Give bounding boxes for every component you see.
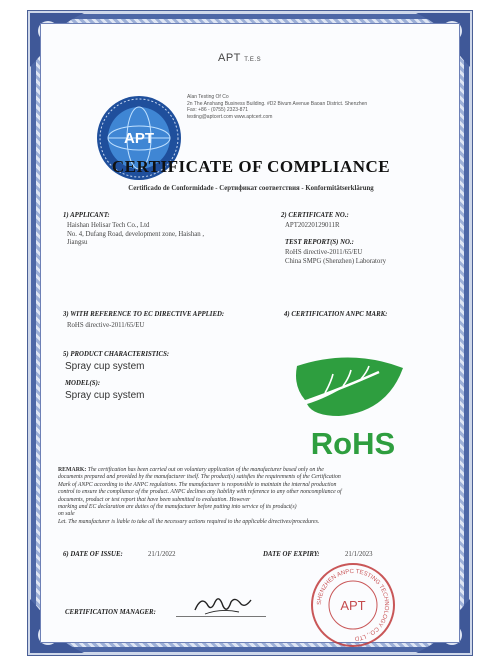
contact-line: testing@aptcert.com www.aptcert.com bbox=[187, 113, 273, 120]
stamp-ring-text: SHENZHEN ANPC TESTING TECHNOLOGY CO., LTD bbox=[316, 568, 390, 642]
remark-line: Let. The manufacturer is liable to take all the necessary actions required to the applicable directives/procedures. bbox=[58, 518, 320, 525]
manager-label: CERTIFICATION MANAGER: bbox=[65, 609, 156, 616]
date-issue-value: 21/1/2022 bbox=[148, 551, 176, 558]
test-report-value: RoHS directive-2011/65/EU bbox=[285, 249, 363, 256]
applicant-label: 1) APPLICANT: bbox=[63, 212, 110, 219]
models-value: Spray cup system bbox=[65, 390, 145, 401]
certificate-subtitle: Certificado de Conformidade - Сертификат соответствия - Konformitätserklärung bbox=[128, 185, 374, 192]
date-expiry-label: DATE OF EXPIRY: bbox=[263, 551, 320, 558]
remark-line: marking and EC declaration are duties of the manufacturer before putting into service of its product(s) bbox=[58, 504, 297, 511]
applicant-line: Jiangsu bbox=[67, 239, 88, 246]
leaf-icon bbox=[296, 357, 403, 416]
contact-line: 2n The Anshang Business Building. #D2 Bivum Avenue Baoan District. Shenzhen bbox=[187, 100, 368, 107]
applicant-line: No. 4, Dufang Road, development zone, Haishan , bbox=[67, 230, 205, 238]
ec-directive-label: 3) WITH REFERENCE TO EC DIRECTIVE APPLIED: bbox=[63, 311, 225, 318]
contact-block bbox=[187, 94, 367, 120]
remark-line: Mark of ANPC according to the ANPC regulations. The manufacturer is responsible to maintain the internal production bbox=[58, 481, 337, 488]
official-stamp bbox=[309, 561, 397, 649]
remark-line: on sale bbox=[58, 511, 75, 518]
manager-signature bbox=[191, 590, 255, 618]
contact-line: Fax: +86 - (0755) 2323-871 bbox=[187, 107, 249, 113]
remark-label: REMARK: bbox=[58, 467, 87, 473]
remark-line: control to ensure the compliance of the product. ANPC declines any liability with reference to any other noncompliance of bbox=[58, 489, 342, 496]
ec-directive-value: RoHS directive-2011/65/EU bbox=[67, 322, 145, 329]
cert-mark-label: 4) CERTIFICATION ANPC MARK: bbox=[284, 311, 388, 318]
apt-brand-name: APT bbox=[218, 52, 241, 64]
date-issue-label: 6) DATE OF ISSUE: bbox=[63, 551, 123, 558]
certificate-paper bbox=[40, 23, 460, 643]
certificate-no-value: APT20220129011R bbox=[285, 222, 340, 229]
certificate-title: CERTIFICATE OF COMPLIANCE bbox=[111, 157, 391, 176]
remark-line: documents, product or test report that have been submitted to evaluation. However bbox=[58, 496, 251, 503]
stamp-center-text: APT bbox=[340, 598, 366, 613]
rohs-logo bbox=[291, 354, 411, 464]
signature-line bbox=[176, 616, 266, 617]
product-value: Spray cup system bbox=[65, 361, 145, 372]
applicant-value bbox=[67, 222, 204, 248]
models-label: MODEL(S): bbox=[65, 380, 101, 387]
certificate-no-label: 2) CERTIFICATE NO.: bbox=[281, 212, 349, 219]
contact-line: Alan Testing Of Co bbox=[187, 94, 229, 100]
date-expiry-value: 21/1/2023 bbox=[345, 551, 373, 558]
test-report-label: TEST REPORT(S) NO.: bbox=[285, 239, 354, 246]
logo-text: APT bbox=[124, 130, 154, 147]
remarks-block bbox=[58, 467, 446, 526]
rohs-text: RoHS bbox=[310, 426, 396, 461]
test-lab-value: China SMPG (Shenzhen) Laboratory bbox=[285, 258, 386, 265]
remark-line: The certification has been carried out on voluntary application of the manufacturer based only on the bbox=[87, 467, 324, 473]
apt-brand bbox=[218, 52, 261, 64]
apt-brand-suffix: T.E.S bbox=[244, 57, 262, 63]
remark-line: documents prepared and provided by the manufacturer itself. The product(s) satisfies the requirements of the Certification bbox=[58, 474, 341, 481]
product-label: 5) PRODUCT CHARACTERISTICS: bbox=[63, 351, 170, 358]
applicant-line: Haishan Helisar Tech Co., Ltd bbox=[67, 222, 150, 229]
